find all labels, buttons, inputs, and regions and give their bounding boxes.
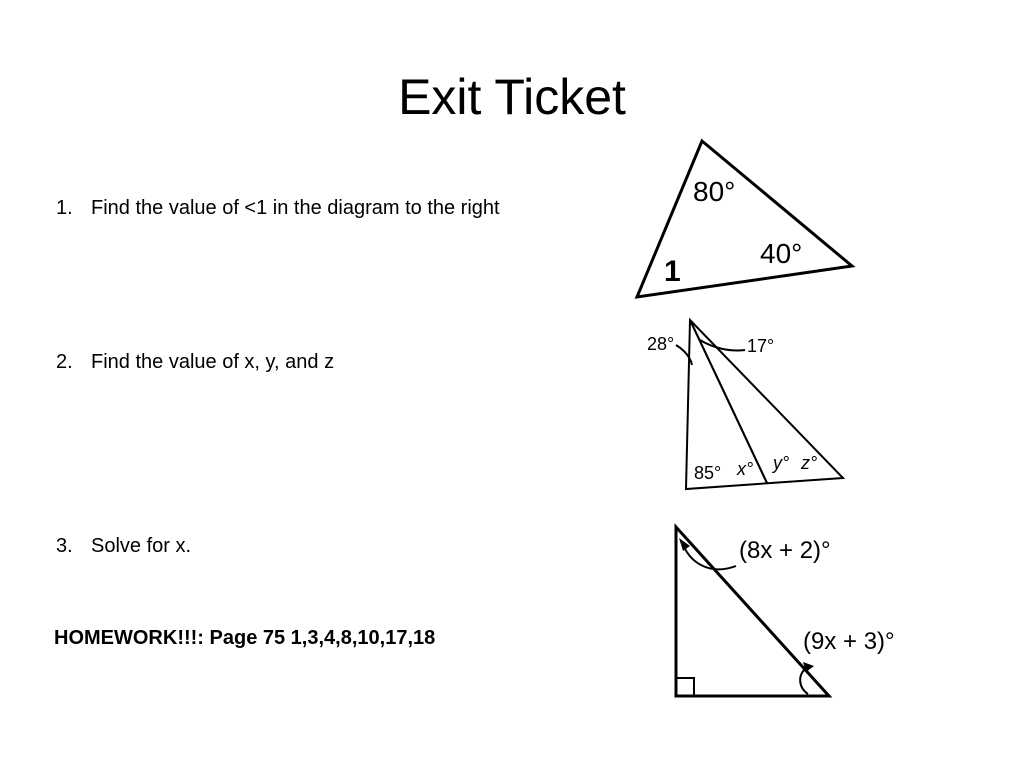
- triangle-1-top-angle: 80°: [693, 176, 736, 207]
- homework-note: HOMEWORK!!!: Page 75 1,3,4,8,10,17,18: [54, 627, 436, 649]
- question-1-text: Find the value of <1 in the diagram to the right: [91, 197, 500, 219]
- question-1-number: 1.: [56, 197, 73, 219]
- triangle-1-angle-1: 1: [664, 255, 681, 288]
- triangle-1-right-angle: 40°: [760, 238, 803, 269]
- question-3-number: 3.: [56, 535, 73, 557]
- triangle-2-angle-z: z°: [801, 453, 818, 473]
- triangle-2-exterior-left: 28°: [647, 334, 675, 354]
- right-angle-marker: [676, 678, 694, 696]
- triangle-2-angle-y: y°: [773, 453, 790, 473]
- triangle-3-bottom-expression: (9x + 3)°: [803, 628, 895, 655]
- triangle-3-top-expression: (8x + 2)°: [739, 537, 831, 564]
- question-3-text: Solve for x.: [91, 535, 192, 557]
- triangle-2-bottom-left: 85°: [694, 463, 722, 483]
- question-2-number: 2.: [56, 351, 73, 373]
- triangle-2-angle-x: x°: [737, 459, 754, 479]
- question-2-text: Find the value of x, y, and z: [91, 351, 335, 373]
- slide-title: Exit Ticket: [398, 69, 626, 125]
- triangle-2-exterior-right: 17°: [747, 336, 775, 356]
